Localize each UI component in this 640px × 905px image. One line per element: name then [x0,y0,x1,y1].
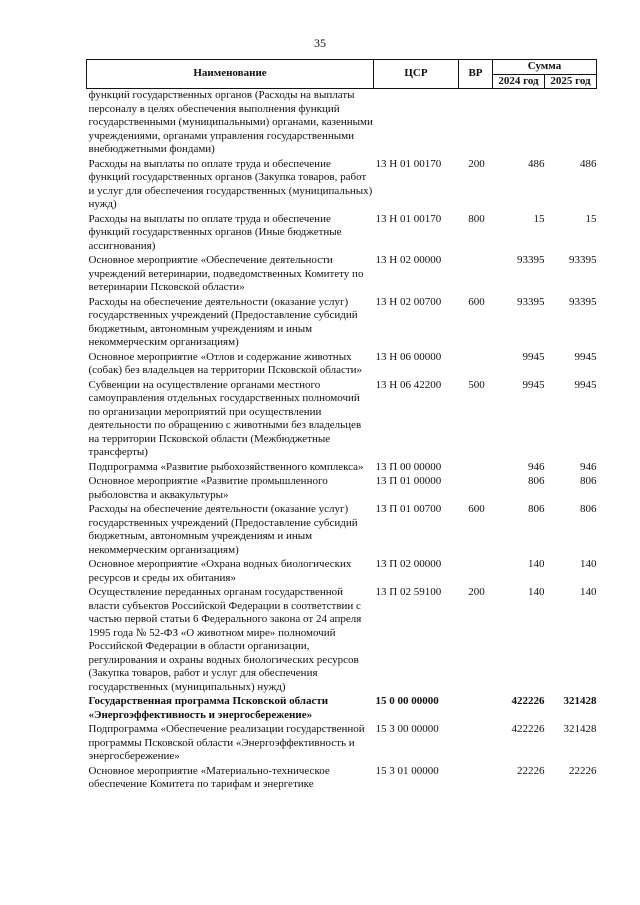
row-vr [459,475,493,503]
header-year-2024: 2024 год [493,74,545,89]
row-sum-2025: 22226 [569,764,597,777]
row-name: Подпрограмма «Развитие рыбохозяйственного комплекса» [88,460,364,473]
row-name: Основное мероприятие «Материально-техническое обеспечение Комитета по тарифам и энергетике [88,764,330,790]
table-header [87,60,597,89]
row-vr [459,89,493,158]
row-name: Основное мероприятие «Развитие промышленного рыболовства и аквакультуры» [88,475,328,501]
row-vr: 200 [468,586,485,598]
row-sum-2025: 93395 [569,254,597,266]
header-sum: Сумма [493,60,597,75]
row-sum-2024: 140 [528,558,545,570]
table-row [87,765,597,793]
row-name: Расходы на обеспечение деятельности (оказание услуг) государственных учреждений (Предоставление субсидий бюджетным, автономным учреждениям и иным некоммерческим организациям) [88,503,358,556]
table-row [87,558,597,586]
table-row [87,475,597,503]
table-row [87,461,597,476]
row-vr: 600 [468,295,485,308]
row-csr: 13 П 02 59100 [375,586,442,598]
budget-table [86,59,597,793]
table-row [87,254,597,296]
table-row [87,213,597,255]
row-sum-2025: 321428 [563,723,597,735]
row-sum-2025 [545,89,597,158]
row-sum-2024: 806 [528,475,545,487]
row-csr: 13 Н 06 00000 [375,350,442,363]
table-row [87,351,597,379]
row-sum-2024: 9945 [522,378,545,391]
table-body [87,89,597,793]
row-name: Основное мероприятие «Охрана водных биологических ресурсов и среды их обитания» [88,558,352,584]
table-row [87,503,597,558]
row-csr [374,89,459,158]
row-sum-2024: 946 [528,460,545,473]
row-sum-2024: 422226 [511,695,545,707]
page-number: 35 [314,36,326,50]
row-csr: 13 П 00 00000 [375,460,442,473]
row-sum-2024: 93395 [517,295,545,308]
row-csr: 15 3 00 00000 [375,723,439,735]
row-sum-2025: 806 [580,475,597,487]
row-vr [459,461,493,476]
row-vr: 800 [468,212,485,225]
header-csr: ЦСР [374,60,459,89]
table-row [87,723,597,765]
row-name: Осуществление переданных органам государственной власти субъектов Российской Федерации в соответствии с частью первой статьи 6 Федерального закона от 24 апреля 1995 года № 52-ФЗ «О животном мире» полномочий Российской Федерации в области организации, регулирования и охраны водных биологических ресурсов (Закупка товаров, работ и услуг для обеспечения государственных (муниципальных) нужд) [88,586,362,693]
row-sum-2025: 486 [580,157,597,170]
row-sum-2024: 140 [528,586,545,598]
row-sum-2025: 9945 [574,350,597,363]
row-sum-2025: 806 [580,503,597,515]
row-sum-2024: 15 [533,212,545,225]
row-csr: 13 П 02 00000 [375,558,442,570]
row-vr [459,558,493,586]
row-sum-2025: 321428 [563,695,597,707]
row-csr: 15 3 01 00000 [375,764,439,777]
row-vr [459,695,493,723]
row-vr [459,765,493,793]
row-csr: 13 Н 02 00700 [375,295,442,308]
table-row [87,695,597,723]
header-vr: ВР [459,60,493,89]
row-sum-2024 [493,89,545,158]
row-vr: 600 [468,503,485,515]
row-sum-2024: 806 [528,503,545,515]
row-sum-2024: 486 [528,157,545,170]
row-csr: 13 Н 01 00170 [375,157,442,170]
row-name: Основное мероприятие «Отлов и содержание животных (собак) без владельцев на территории Псковской области» [88,350,363,376]
row-name: Расходы на обеспечение деятельности (оказание услуг) государственных учреждений (Предоставление субсидий бюджетным, автономным учреждениям и иным некоммерческим организациям) [88,295,358,348]
table-row [87,158,597,213]
row-csr: 13 П 01 00000 [375,475,442,487]
row-vr: 200 [468,157,485,170]
row-csr: 15 0 00 00000 [375,695,439,707]
row-name: Государственная программа Псковской области «Энергоэффективность и энергосбережение» [88,695,329,721]
table-row [87,296,597,351]
table-row [87,586,597,695]
row-name: функций государственных органов (Расходы на выплаты персоналу в целях обеспечения выполнения функций государственными (муниципальными) органами, казенными учреждениями, органами управления государственными внебюджетными фондами) [88,89,373,155]
row-sum-2025: 140 [580,558,597,570]
row-sum-2024: 422226 [511,723,545,735]
table-row [87,379,597,461]
row-csr: 13 Н 02 00000 [375,254,442,266]
row-sum-2025: 9945 [574,378,597,391]
row-csr: 13 Н 06 42200 [375,378,442,391]
row-csr: 13 Н 01 00170 [375,212,442,225]
row-name: Расходы на выплаты по оплате труда и обеспечение функций государственных органов (Закупка товаров, работ и услуг для обеспечения государственных (муниципальных) нужд) [88,157,373,210]
row-sum-2024: 9945 [522,350,545,363]
row-name: Субвенции на осуществление органами местного самоуправления отдельных государственных полномочий по организации мероприятий при осуществлении деятельности по обращению с животными без владельцев на территории Псковской области (Межбюджетные трансферты) [88,378,362,458]
row-sum-2024: 22226 [517,764,545,777]
row-csr: 13 П 01 00700 [375,503,442,515]
row-name: Подпрограмма «Обеспечение реализации государственной программы Псковской области «Энергоэффективность и энергосбережение» [88,723,365,762]
row-name: Расходы на выплаты по оплате труда и обеспечение функций государственных органов (Иные бюджетные ассигнования) [88,212,342,252]
header-year-2025: 2025 год [545,74,597,89]
row-vr [459,351,493,379]
header-name: Наименование [87,60,374,89]
row-name: Основное мероприятие «Обеспечение деятельности учреждений ветеринарии, подведомственных Комитету по ветеринарии Псковской области» [88,254,364,293]
row-sum-2024: 93395 [517,254,545,266]
table-row [87,89,597,158]
row-vr: 500 [468,378,485,391]
row-sum-2025: 15 [585,212,597,225]
row-vr [459,723,493,765]
row-vr [459,254,493,296]
row-sum-2025: 93395 [569,295,597,308]
row-sum-2025: 946 [580,460,597,473]
row-sum-2025: 140 [580,586,597,598]
